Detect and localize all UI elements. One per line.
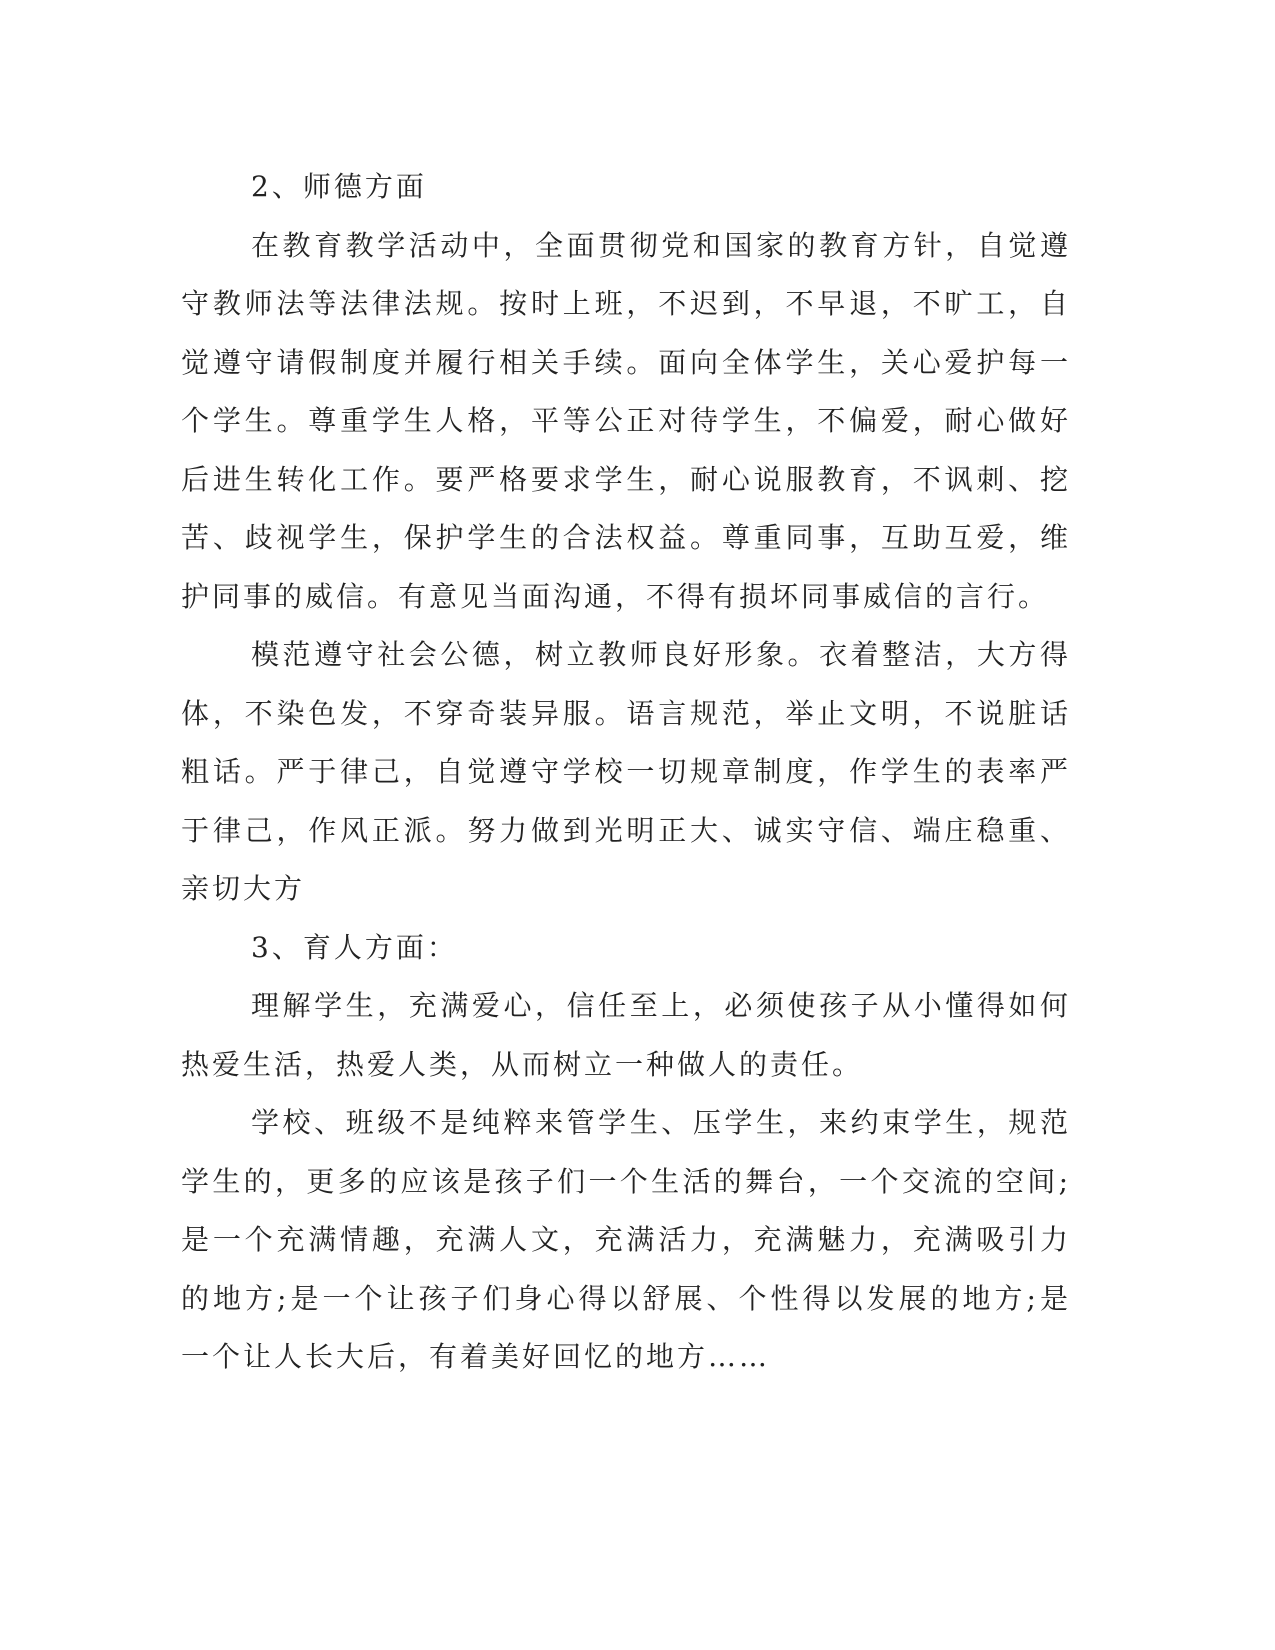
paragraph-1: 在教育教学活动中，全面贯彻党和国家的教育方针，自觉遵守教师法等法律法规。按时上班，不迟到，不早退，不旷工，自觉遵守请假制度并履行相关手续。面向全体学生，关心爱护每一个学生。尊重学生人格，平等公正对待学生，不偏爱，耐心做好后进生转化工作。要严格要求学生，耐心说服教育，不讽刺、挖苦、歧视学生，保护学生的合法权益。尊重同事，互助互爱，维护同事的威信。有意见当面沟通，不得有损坏同事威信的言行。 [181,228,1071,613]
section-heading-2: 2、师德方面 [251,170,427,203]
paragraph-2: 模范遵守社会公德，树立教师良好形象。衣着整洁，大方得体，不染色发，不穿奇装异服。语言规范，举止文明，不说脏话粗话。严于律己，自觉遵守学校一切规章制度，作学生的表率严于律己，作风正派。努力做到光明正大、诚实守信、端庄稳重、亲切大方 [181,638,1071,905]
document-body [181,158,1071,1387]
section-heading-3: 3、育人方面： [251,930,458,964]
paragraph-4: 学校、班级不是纯粹来管学生、压学生，来约束学生，规范学生的，更多的应该是孩子们一个生活的舞台，一个交流的空间;是一个充满情趣，充满人文，充满活力，充满魅力，充满吸引力的地方;是一个让孩子们身心得以舒展、个性得以发展的地方;是一个让人长大后，有着美好回忆的地方…… [181,1106,1071,1373]
paragraph-3: 理解学生，充满爱心，信任至上，必须使孩子从小懂得如何热爱生活，热爱人类，从而树立一种做人的责任。 [181,989,1071,1081]
